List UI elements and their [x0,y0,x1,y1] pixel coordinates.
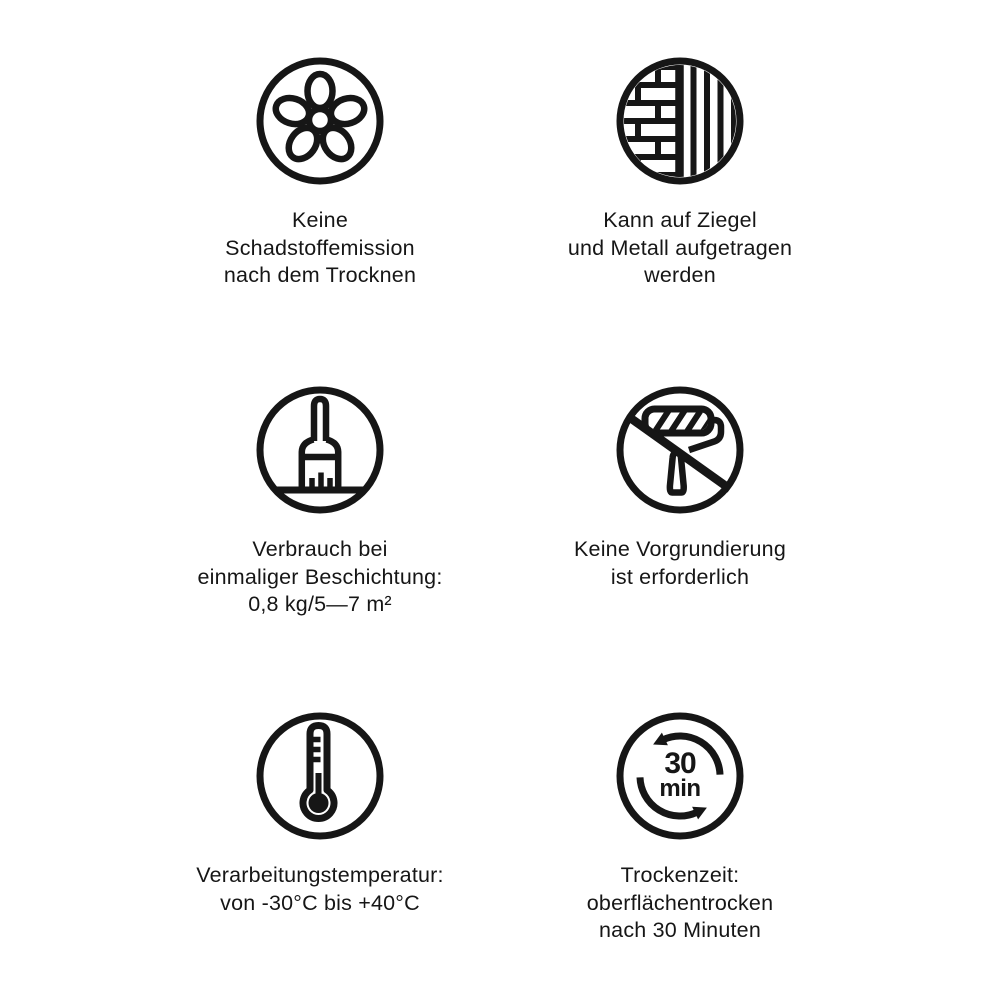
thermometer-icon [256,712,384,840]
caption-line: nach 30 Minuten [599,918,761,942]
caption-line: ist erforderlich [610,564,750,589]
caption-line: einmaliger Beschichtung: [197,564,443,589]
caption-line: Verbrauch bei [252,537,388,561]
no-priming-roller-icon [616,386,744,514]
caption-line: Verarbeitungstemperatur: [196,863,444,887]
feature-temperature [120,712,520,917]
caption-line: oberflächentrocken [586,890,774,915]
drying-minutes-unit: min [659,775,701,802]
caption-line: und Metall aufgetragen [567,235,793,260]
paint-brush-icon [256,386,384,514]
feature-caption [574,536,786,591]
brick-and-metal-icon [616,57,744,185]
feature-consumption [120,386,520,619]
feature-no-emission [120,57,520,290]
feature-caption [224,207,416,290]
feature-caption [587,862,773,945]
caption-line: werden [644,263,716,287]
feature-caption [196,862,443,917]
caption-line: Kann auf Ziegel [603,208,757,232]
caption-line: Schadstoffemission [225,235,415,260]
caption-line: Keine [291,208,348,232]
drying-time-icon [616,712,744,840]
feature-no-priming [480,386,880,591]
feature-caption [197,536,442,619]
feature-surfaces [480,57,880,290]
caption-line: Keine Vorgrundierung [574,537,786,561]
caption-line: von -30°C bis +40°C [220,890,420,915]
caption-line: Trockenzeit: [620,863,740,887]
caption-line: 0,8 kg/5—7 m² [248,592,392,616]
feature-drying-time [480,712,880,945]
caption-line: nach dem Trocknen [223,263,417,287]
drying-minutes-value: 30 [664,747,696,780]
flower-icon [256,57,384,185]
feature-caption [568,207,792,290]
